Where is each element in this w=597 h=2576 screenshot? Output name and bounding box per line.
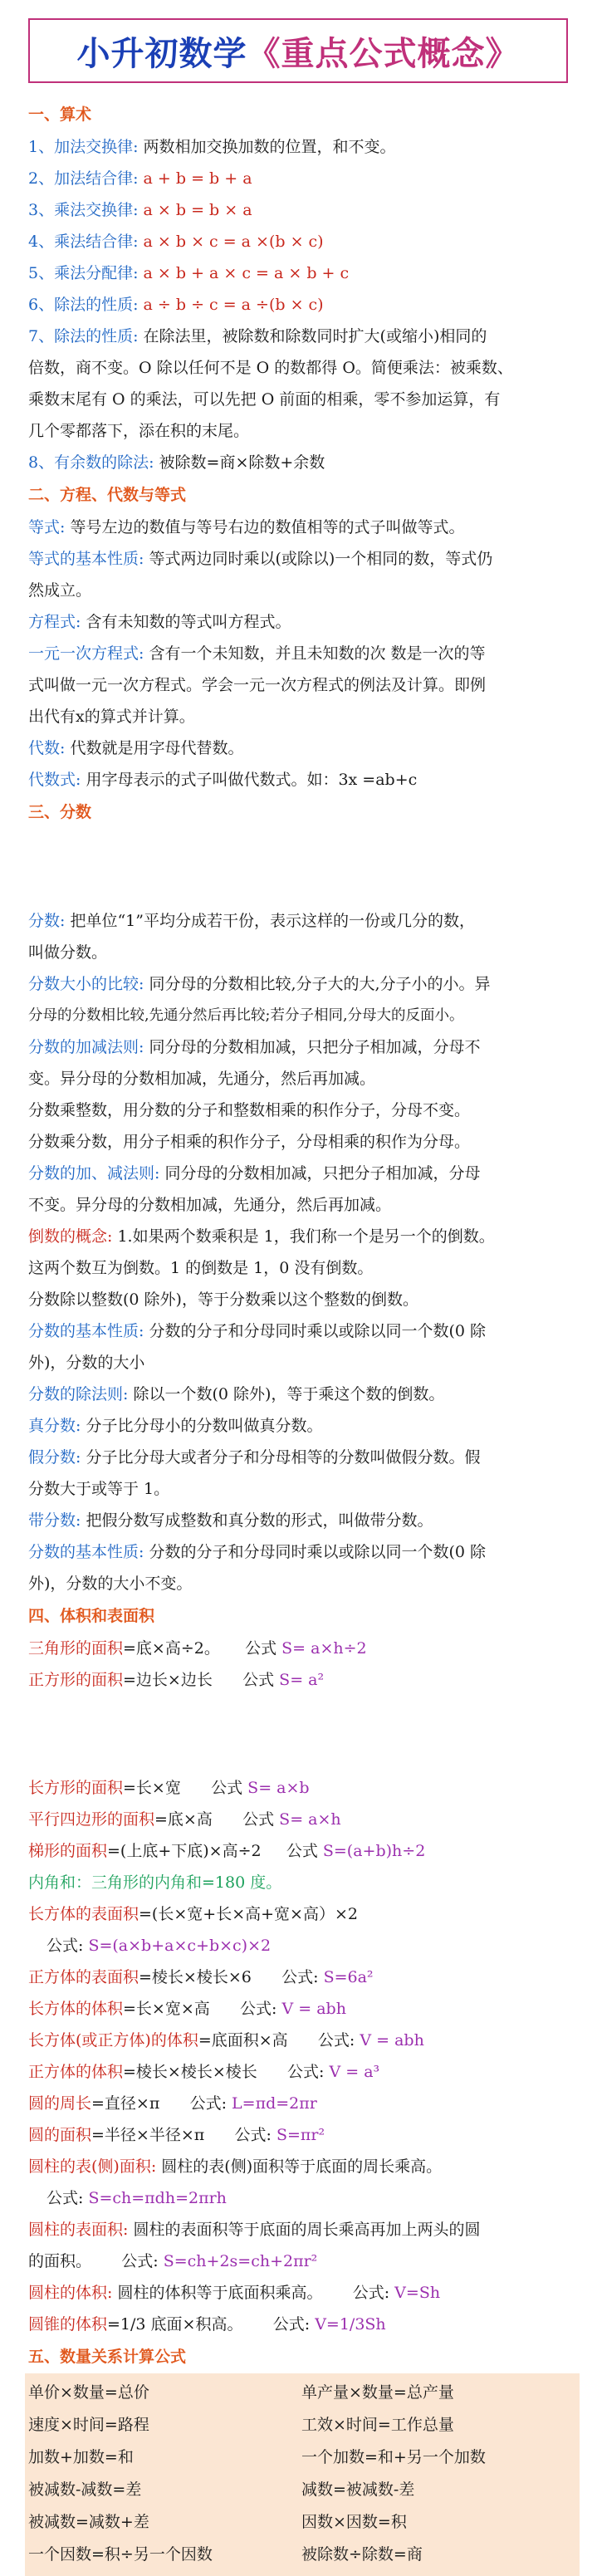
- arith-8: [28, 447, 576, 478]
- geo-rect: [28, 1772, 576, 1804]
- formula-prefix: 公式:: [352, 2284, 390, 2302]
- geo-cuboid-vol2: [28, 2025, 576, 2056]
- rule-formula: a ÷ b ÷ c = a ÷(b × c): [143, 296, 324, 314]
- rule-text: 倍数，商不变。O 除以任何不是 O 的数都得 O。简便乘法：被乘数、: [28, 359, 513, 377]
- formula-text: 圆柱的表(侧)面积等于底面的周长乘高。: [161, 2157, 443, 2176]
- geo-circle-a: [28, 2119, 576, 2151]
- relation-item: 因数×因数=积: [301, 2513, 407, 2531]
- formula-label: 正方体的体积: [28, 2063, 124, 2081]
- section-heading: 一、算术: [28, 105, 92, 124]
- formula-text: =(长×宽+长×高+宽×高）×2: [139, 1905, 358, 1923]
- term-text: 同分母的分数相加减，只把分子相加减，分母不: [149, 1038, 481, 1056]
- formula-text: =边长×边长: [123, 1671, 213, 1689]
- formula-value: S=(a×b+a×c+b×c)×2: [88, 1937, 272, 1955]
- frac-improper: [28, 1442, 576, 1473]
- term-label: 分数的基本性质:: [28, 1322, 144, 1340]
- relation-item: 速度×时间=路程: [28, 2416, 149, 2434]
- rule-text: 在除法里，被除数和除数同时扩大(或缩小)相同的: [143, 327, 487, 345]
- term-text: 分数的分子和分母同时乘以或除以同一个数(0 除: [149, 1322, 486, 1340]
- term-text: 分数大于或等于 1。: [28, 1480, 170, 1498]
- geo-cyl-vol: [28, 2277, 576, 2309]
- formula-prefix: 公式: [211, 1779, 243, 1797]
- geo-para: [28, 1804, 576, 1835]
- eq-linear: [28, 638, 576, 669]
- relation-row: [28, 2441, 575, 2474]
- term-text: 式叫做一元一次方程式。学会一元一次方程式的例法及计算。即例: [28, 676, 487, 694]
- term-label: 代数式:: [28, 771, 81, 789]
- formula-prefix: 公式: [286, 1842, 318, 1860]
- term-text: 同分母的分数相比较,分子大的大,分子小的小。异: [149, 975, 491, 993]
- formula-label: 长方形的面积: [28, 1779, 124, 1797]
- formula-text: =长×宽×高: [123, 2000, 210, 2018]
- eq-fe: [28, 606, 576, 638]
- formula-label: 长方体的体积: [28, 2000, 124, 2018]
- term-text: 含有未知数的等式叫方程式。: [86, 613, 291, 631]
- frac-addsub2: [28, 1158, 576, 1189]
- eq-daishu: [28, 732, 576, 764]
- formula-label: 圆的面积: [28, 2126, 92, 2144]
- term-label: 真分数:: [28, 1417, 81, 1435]
- formula-value: V=Sh: [394, 2284, 441, 2302]
- formula-prefix: 公式: [242, 1810, 275, 1829]
- formula-label: 正方体的表面积: [28, 1968, 139, 1986]
- term-text: 分数乘整数，用分数的分子和整数相乘的积作分子，分母不变。: [28, 1101, 471, 1119]
- formula-text: =直径×π: [91, 2094, 160, 2113]
- arith-1: [28, 131, 576, 163]
- formula-value: S=(a+b)h÷2: [322, 1842, 426, 1860]
- geo-cyl-surface-f: [28, 2245, 576, 2277]
- geo-circle-c: [28, 2088, 576, 2119]
- geo-cube-area: [28, 1961, 576, 1993]
- geo-cyl-side-f: [28, 2182, 576, 2214]
- term-text: 代数就是用字母代替数。: [70, 739, 244, 757]
- frac-div: [28, 1379, 576, 1410]
- formula-value: S=πr²: [276, 2126, 325, 2144]
- geo-trap: [28, 1835, 576, 1867]
- formula-text: =底面积×高: [198, 2031, 288, 2050]
- term-text: 把假分数写成整数和真分数的形式，叫做带分数。: [86, 1511, 433, 1530]
- title-box: [28, 18, 568, 83]
- frac-basic2: [28, 1536, 576, 1568]
- formula-prefix: 公式:: [46, 1937, 84, 1955]
- rule-label: 5、乘法分配律:: [28, 264, 139, 282]
- rule-label: 8、有余数的除法:: [28, 453, 154, 472]
- term-label: 分数大小的比较:: [28, 975, 144, 993]
- geo-cube-vol: [28, 2056, 576, 2088]
- formula-label: 圆柱的表(侧)面积:: [28, 2157, 157, 2176]
- formula-value: S=ch=πdh=2πrh: [88, 2189, 227, 2207]
- term-label: 倒数的概念:: [28, 1227, 113, 1246]
- arith-5: [28, 257, 576, 289]
- page-title: [77, 27, 520, 75]
- formula-label: 长方体的表面积: [28, 1905, 139, 1923]
- relation-row: [28, 2474, 575, 2506]
- frac-basic: [28, 1315, 576, 1347]
- rule-formula: a × b × c = a ×(b × c): [143, 233, 324, 251]
- formula-value: L=πd=2πr: [232, 2094, 317, 2113]
- frac-addsub: [28, 1031, 576, 1063]
- geo-cuboid-area-f: [28, 1930, 576, 1961]
- formula-prefix: 公式:: [317, 2031, 355, 2050]
- formula-value: S=6a²: [323, 1968, 374, 1986]
- term-text: 分子比分母大或者分子和分母相等的分数叫做假分数。假: [86, 1448, 481, 1467]
- relation-item: 一个加数=和+另一个加数: [301, 2448, 486, 2466]
- frac-reciprocal: [28, 1221, 576, 1252]
- relation-item: 被除数÷除数=商: [301, 2545, 423, 2564]
- formula-prefix: 公式: [245, 1639, 277, 1658]
- formula-label: 平行四边形的面积: [28, 1810, 155, 1829]
- formula-value: S= a²: [279, 1671, 325, 1689]
- relation-item: 单产量×数量=总产量: [301, 2383, 454, 2402]
- frac-proper: [28, 1410, 576, 1442]
- geo-cuboid-vol: [28, 1993, 576, 2025]
- relation-row: [28, 2409, 575, 2441]
- term-text: 这两个数互为倒数。1 的倒数是 1，0 没有倒数。: [28, 1259, 374, 1277]
- term-label: 分数的除法则:: [28, 1385, 129, 1403]
- formula-prefix: 公式: [242, 1671, 275, 1689]
- formula-prefix: 公式:: [46, 2189, 84, 2207]
- formula-prefix: 公式:: [234, 2126, 272, 2144]
- rule-label: 4、乘法结合律:: [28, 233, 139, 251]
- term-text: 把单位“1”平均分成若干份，表示这样的一份或几分的数，: [70, 912, 475, 930]
- formula-label: 梯形的面积: [28, 1842, 108, 1860]
- angle-sum: 内角和：三角形的内角和=180 度。: [28, 1873, 282, 1892]
- eq-prop: [28, 543, 576, 575]
- relation-row: [28, 2506, 575, 2539]
- term-label: 方程式:: [28, 613, 81, 631]
- rule-formula: a × b + a × c = a × b + c: [143, 264, 350, 282]
- relation-item: 被减数-减数=差: [28, 2481, 142, 2499]
- rule-text: 被除数=商×除数+余数: [159, 453, 325, 472]
- term-text: 然成立。: [28, 581, 92, 600]
- formula-value: S= a×h÷2: [281, 1639, 367, 1658]
- arith-6: [28, 289, 576, 321]
- formula-value: V = a³: [329, 2063, 380, 2081]
- term-text: 等号左边的数值与等号右边的数值相等的式子叫做等式。: [70, 518, 465, 536]
- frac-compare: [28, 968, 576, 1000]
- formula-text: =长×宽: [123, 1779, 181, 1797]
- term-label: 分数的加减法则:: [28, 1038, 144, 1056]
- term-text: 含有一个未知数，并且未知数的次 数是一次的等: [149, 644, 486, 663]
- term-text: 外)，分数的大小不变。: [28, 1574, 193, 1593]
- formula-label: 圆的周长: [28, 2094, 92, 2113]
- rule-label: 3、乘法交换律:: [28, 201, 139, 219]
- rule-text: 乘数末尾有 O 的乘法，可以先把 O 前面的相乘，零不参加运算，有: [28, 390, 501, 409]
- relation-item: 减数=被减数-差: [301, 2481, 415, 2499]
- formula-value: S= a×b: [247, 1779, 310, 1797]
- formula-label: 圆柱的体积:: [28, 2284, 113, 2302]
- frac-mixed: [28, 1505, 576, 1536]
- formula-value: S= a×h: [279, 1810, 341, 1829]
- term-text: 同分母的分数相加减，只把分子相加减，分母: [164, 1164, 481, 1183]
- formula-prefix: 公式:: [189, 2094, 227, 2113]
- geo-cyl-surface: [28, 2214, 576, 2245]
- relation-row: [28, 2377, 575, 2409]
- arith-4: [28, 226, 576, 257]
- formula-prefix: 公式:: [121, 2252, 159, 2270]
- term-text: 等式两边同时乘以(或除以)一个相同的数，等式仍: [149, 550, 493, 568]
- geo-triangle: [28, 1633, 576, 1664]
- term-label: 带分数:: [28, 1511, 81, 1530]
- term-text: 除以一个数(0 除外)，等于乘这个数的倒数。: [133, 1385, 445, 1403]
- geo-cyl-side: [28, 2151, 576, 2182]
- formula-prefix: 公式:: [281, 1968, 319, 1986]
- formula-text: =半径×半径×π: [91, 2126, 205, 2144]
- formula-text: =1/3 底面×积高。: [107, 2315, 243, 2334]
- relations-box: [25, 2373, 580, 2576]
- section-heading: 三、分数: [28, 803, 92, 821]
- formula-text: =棱长×棱长×6: [139, 1968, 252, 1986]
- relation-item: 被减数=减数+差: [28, 2513, 149, 2531]
- relation-item: 单价×数量=总价: [28, 2383, 149, 2402]
- formula-label: 圆锥的体积: [28, 2315, 108, 2334]
- formula-value: V = abh: [360, 2031, 424, 2050]
- eq-def: [28, 512, 576, 543]
- formula-text: =底×高: [154, 1810, 213, 1829]
- term-text: 用字母表示的式子叫做代数式。如：3x =ab+c: [86, 771, 418, 789]
- formula-text: =底×高÷2。: [123, 1639, 220, 1658]
- term-text: 不变。异分母的分数相加减，先通分，然后再加减。: [28, 1196, 392, 1214]
- section-heading: 四、体积和表面积: [28, 1607, 155, 1625]
- term-label: 假分数:: [28, 1448, 81, 1467]
- term-text: 分数的分子和分母同时乘以或除以同一个数(0 除: [149, 1543, 486, 1561]
- rule-label: 7、除法的性质:: [28, 327, 139, 345]
- term-label: 分数的基本性质:: [28, 1543, 144, 1561]
- arith-7: [28, 321, 576, 352]
- term-text: 分数除以整数(0 除外)，等于分数乘以这个整数的倒数。: [28, 1290, 418, 1309]
- formula-value: S=ch+2s=ch+2πr²: [163, 2252, 318, 2270]
- formula-text: 的面积。: [28, 2252, 92, 2270]
- term-text: 分数乘分数，用分子相乘的积作分子，分母相乘的积作为分母。: [28, 1133, 471, 1151]
- title-main: 小升初数学: [76, 34, 247, 73]
- formula-text: 圆柱的表面积等于底面的周长乘高再加上两头的圆: [133, 2221, 481, 2239]
- term-text: 1.如果两个数乘积是 1，我们称一个是另一个的倒数。: [117, 1227, 495, 1246]
- relation-item: 一个因数=积÷另一个因数: [28, 2545, 213, 2564]
- geo-cuboid-area: [28, 1898, 576, 1930]
- formula-text: 圆柱的体积等于底面积乘高。: [117, 2284, 323, 2302]
- formula-text: =(上底+下底)×高÷2: [107, 1842, 262, 1860]
- section-heading: 二、方程、代数与等式: [28, 486, 187, 504]
- formula-value: V=1/3Sh: [315, 2315, 386, 2334]
- formula-prefix: 公式:: [287, 2063, 325, 2081]
- frac-def: [28, 905, 576, 937]
- term-text: 外)，分数的大小: [28, 1354, 145, 1372]
- term-label: 代数:: [28, 739, 66, 757]
- term-label: 分数的加、减法则:: [28, 1164, 160, 1183]
- term-text: 叫做分数。: [28, 943, 108, 962]
- formula-prefix: 公式:: [272, 2315, 311, 2334]
- formula-label: 三角形的面积: [28, 1639, 124, 1658]
- rule-label: 2、加法结合律:: [28, 169, 139, 188]
- relation-item: 工效×时间=工作总量: [301, 2416, 454, 2434]
- term-label: 一元一次方程式:: [28, 644, 144, 663]
- content: [28, 98, 576, 2576]
- term-text: 变。异分母的分数相加减，先通分，然后再加减。: [28, 1070, 376, 1088]
- formula-value: V = abh: [281, 2000, 346, 2018]
- rule-text: 两数相加交换加数的位置，和不变。: [143, 138, 396, 156]
- arith-3: [28, 194, 576, 226]
- rule-label: 6、除法的性质:: [28, 296, 139, 314]
- rule-formula: a + b = b + a: [143, 169, 252, 188]
- term-label: 等式:: [28, 518, 66, 536]
- term-text: 分子比分母小的分数叫做真分数。: [86, 1417, 323, 1435]
- rule-text: 几个零都落下，添在积的末尾。: [28, 422, 250, 440]
- rule-label: 1、加法交换律:: [28, 138, 139, 156]
- geo-square: [28, 1664, 576, 1696]
- relation-item: 加数+加数=和: [28, 2448, 134, 2466]
- formula-prefix: 公式:: [240, 2000, 277, 2018]
- formula-label: 圆柱的表面积:: [28, 2221, 129, 2239]
- rule-formula: a × b = b × a: [143, 201, 252, 219]
- arith-2: [28, 163, 576, 194]
- relation-row: [28, 2539, 575, 2571]
- formula-text: =棱长×棱长×棱长: [123, 2063, 257, 2081]
- term-text: 分母的分数相比较,先通分然后再比较;若分子相同,分母大的反面小。: [28, 1007, 464, 1024]
- term-label: 分数:: [28, 912, 66, 930]
- geo-cone-vol: [28, 2309, 576, 2340]
- term-label: 等式的基本性质:: [28, 550, 144, 568]
- term-text: 出代有x的算式并计算。: [28, 708, 195, 726]
- eq-daishushi: [28, 764, 576, 796]
- formula-label: 长方体(或正方体)的体积: [28, 2031, 198, 2050]
- formula-label: 正方形的面积: [28, 1671, 124, 1689]
- section-heading: 五、数量关系计算公式: [28, 2348, 187, 2366]
- title-highlight: 《重点公式概念》: [247, 34, 520, 73]
